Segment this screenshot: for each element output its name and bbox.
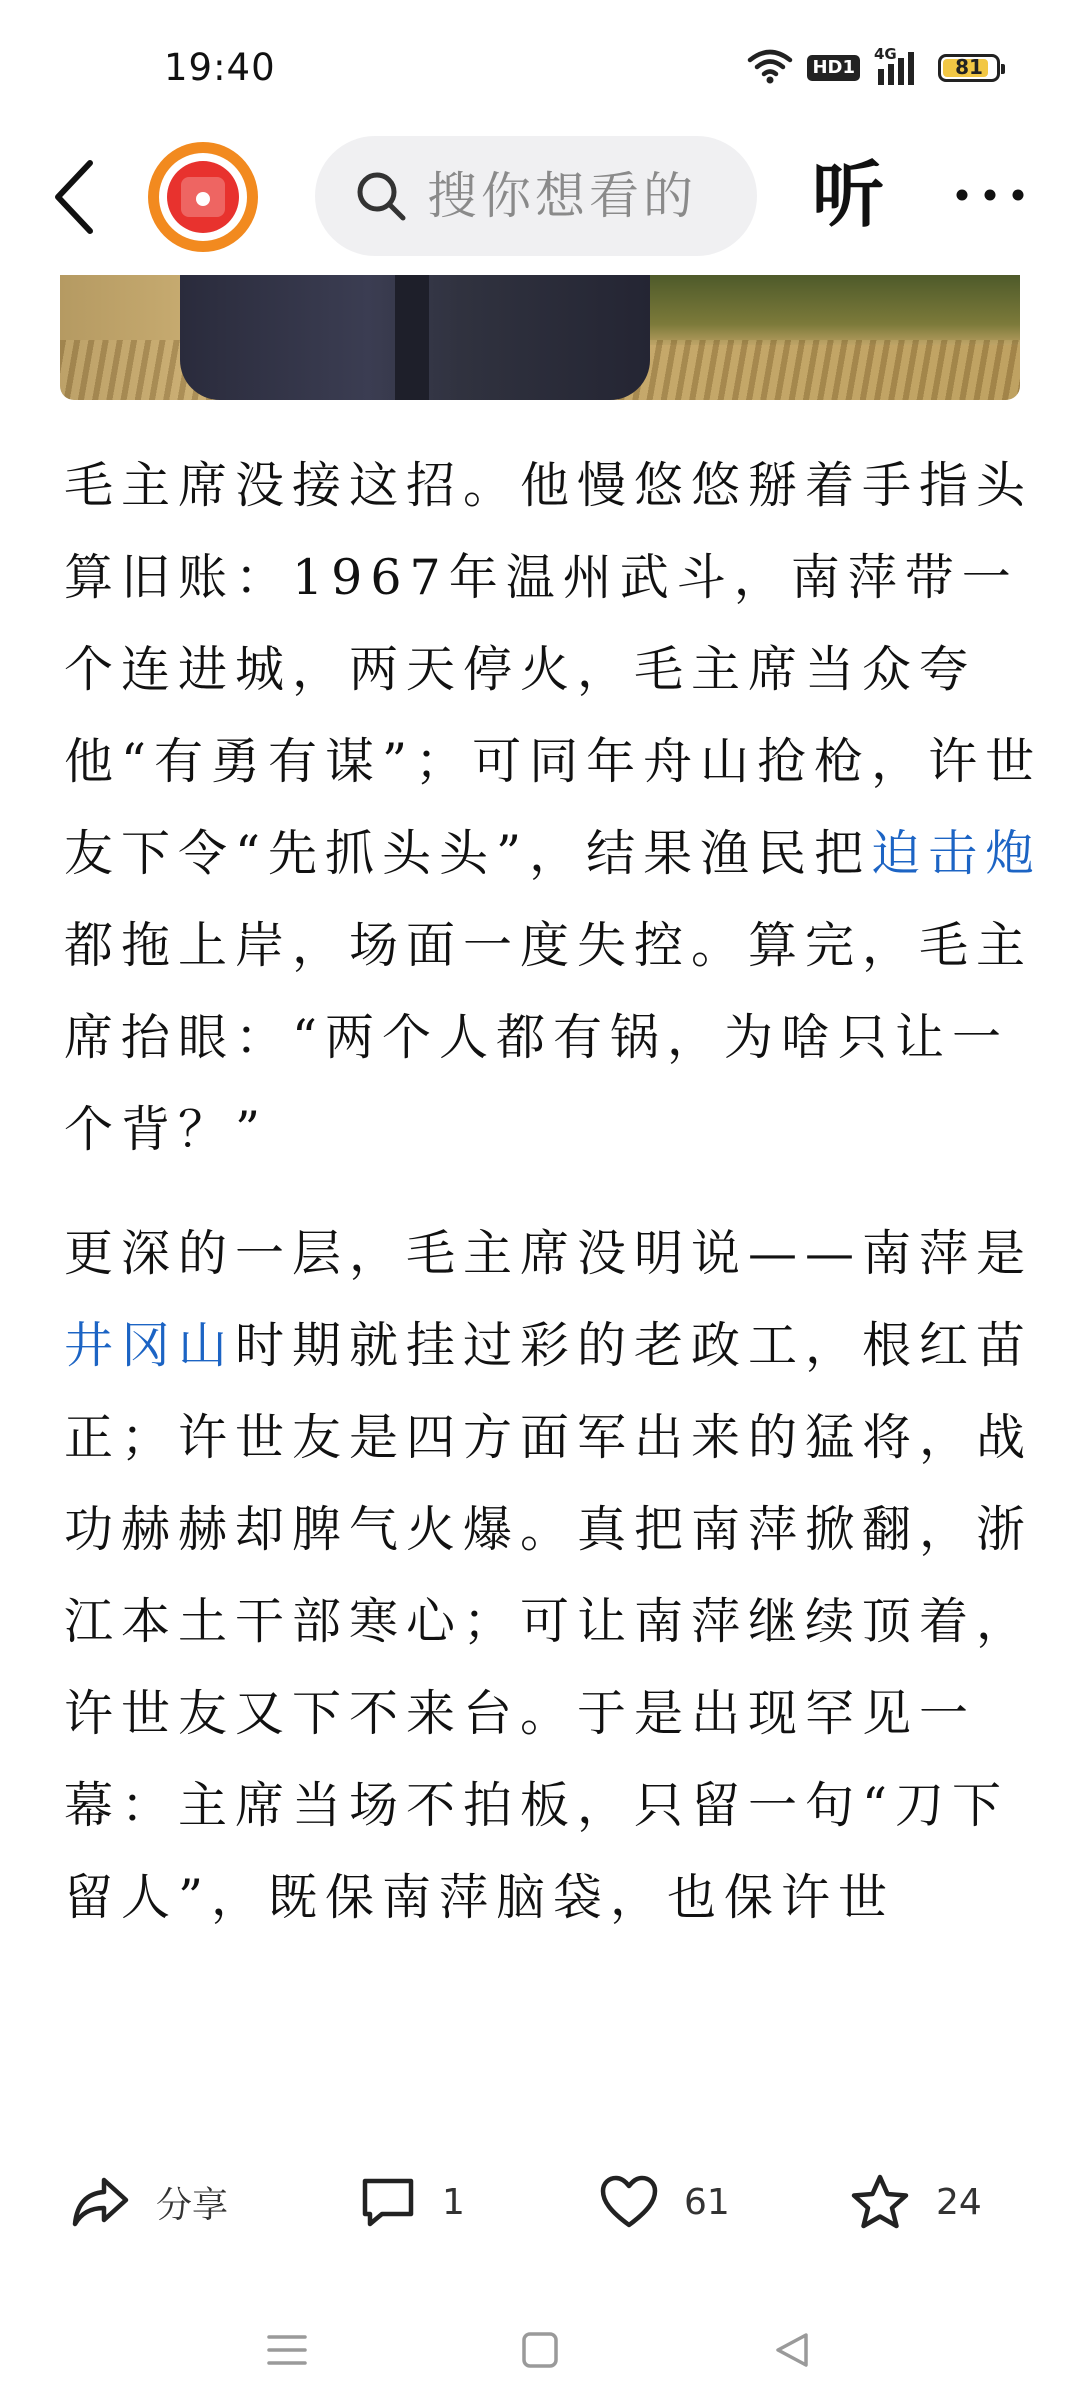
- signal-icon: [874, 45, 924, 87]
- app-logo[interactable]: [148, 142, 258, 252]
- battery-icon: [938, 54, 1000, 82]
- paragraph-text: 时期就挂过彩的老政工，根红苗正；许世友是四方面军出来的猛将，战功赫赫却脾气火爆。真把南萍掀翻，浙江本土干部寒心；可让南萍继续顶着，许世友又下不来台。于是出现罕见一幕：主席当场不拍板，只留一句“刀下留人”，既保南萍脑袋，也保许世: [64, 1317, 1034, 1926]
- like-button[interactable]: [600, 2162, 730, 2242]
- comment-count: 1: [442, 2181, 465, 2223]
- article-paragraph: [64, 1208, 1054, 1944]
- more-horizontal-icon: [955, 188, 1025, 202]
- article-image[interactable]: [60, 275, 1020, 400]
- top-nav: [0, 130, 1080, 270]
- heart-icon: [600, 2175, 658, 2229]
- wifi-icon: [747, 48, 793, 88]
- home-icon: [520, 2330, 560, 2370]
- action-bar: [0, 2150, 1080, 2260]
- more-button[interactable]: [950, 160, 1030, 230]
- system-back-button[interactable]: [757, 2320, 827, 2380]
- like-count: 61: [684, 2181, 730, 2223]
- share-icon: [70, 2174, 130, 2230]
- comment-icon: [360, 2174, 416, 2230]
- favorite-button[interactable]: [850, 2162, 982, 2242]
- article-paragraph: [64, 440, 1054, 1176]
- comment-button[interactable]: [360, 2162, 465, 2242]
- listen-button[interactable]: 听: [812, 153, 885, 237]
- search-icon: [353, 168, 409, 224]
- topic-link-mortar[interactable]: 迫击炮: [871, 825, 1043, 882]
- paragraph-text: 都拖上岸，场面一度失控。算完，毛主席抬眼：“两个人都有锅，为啥只让一个背？”: [64, 917, 1034, 1158]
- share-button[interactable]: [70, 2162, 228, 2242]
- paragraph-text: 更深的一层，毛主席没明说——南萍是: [64, 1225, 1034, 1282]
- status-icons: [747, 45, 1000, 88]
- home-button[interactable]: [505, 2320, 575, 2380]
- article-body: [64, 440, 1054, 2125]
- share-label: 分享: [156, 2184, 229, 2226]
- hd-badge: HD1: [807, 55, 860, 81]
- search-bar[interactable]: [315, 136, 757, 256]
- status-bar: [0, 0, 1080, 140]
- favorite-count: 24: [936, 2181, 982, 2223]
- back-triangle-icon: [772, 2330, 812, 2370]
- menu-icon: [266, 2332, 308, 2368]
- back-button[interactable]: [40, 152, 110, 242]
- system-nav: [0, 2300, 1080, 2400]
- battery-level: 81: [955, 55, 983, 79]
- network-type-label: 4G: [874, 45, 897, 63]
- star-icon: [850, 2173, 910, 2231]
- paragraph-text: 毛主席没接这招。他慢悠悠掰着手指头算旧账：1967年温州武斗，南萍带一个连进城，两天停火，毛主席当众夸他“有勇有谋”；可同年舟山抢枪，许世友下令“先抓头头”，结果渔民把: [64, 457, 1043, 882]
- chevron-left-icon: [50, 157, 100, 237]
- recent-apps-button[interactable]: [252, 2320, 322, 2380]
- topic-link-jinggangshan[interactable]: 井冈山: [64, 1317, 236, 1374]
- search-input[interactable]: [427, 167, 757, 225]
- status-time: 19:40: [164, 46, 276, 89]
